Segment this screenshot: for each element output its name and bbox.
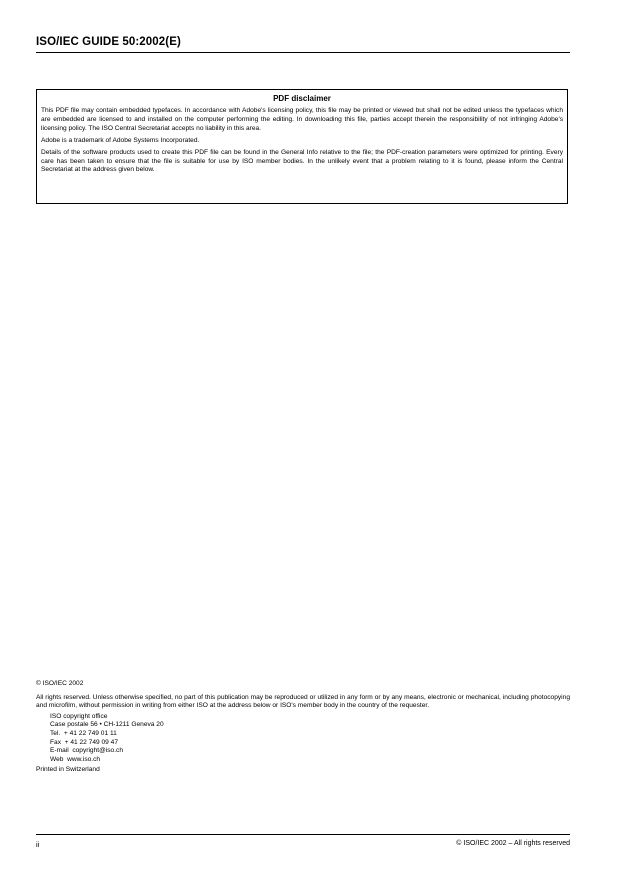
address-postal: Case postale 56 • CH-1211 Geneva 20 [50,721,164,729]
address-office: ISO copyright office [50,712,108,720]
footer-divider [36,834,570,835]
copyright-notice: © ISO/IEC 2002 [36,680,84,687]
disclaimer-paragraph-typefaces: This PDF file may contain embedded typefaces. In accordance with Adobe's licensing policy, this file may be printed or viewed but shall not be edited unless the typefaces which are embedded are licensed to and installed on the computer performing the editing. In downloading this file, parties accept therein the responsibility of not infringing Adobe's licensing policy. The ISO Central Secretariat accepts no liability in this area. [41,107,563,132]
printed-location: Printed in Switzerland [36,766,100,774]
footer-copyright: © ISO/IEC 2002 – All rights reserved [456,840,570,847]
copyright-office-address [36,713,570,765]
page-number: ii [36,840,40,849]
copyright-block [36,680,570,775]
document-header-title: ISO/IEC GUIDE 50:2002(E) [36,36,181,48]
pdf-disclaimer-box [36,89,568,204]
address-telephone: Tel. + 41 22 749 01 11 [50,729,117,737]
address-fax: Fax + 41 22 749 09 47 [50,738,119,746]
address-email: E-mail copyright@iso.ch [50,747,124,755]
address-web: Web www.iso.ch [50,755,101,763]
disclaimer-paragraph-trademark: Adobe is a trademark of Adobe Systems Incorporated. [41,136,200,144]
disclaimer-title: PDF disclaimer [273,94,331,103]
disclaimer-paragraph-software: Details of the software products used to create this PDF file can be found in the General Info relative to the file; the PDF-creation parameters were optimized for printing. Every care has been taken to ensure that the file is suitable for use by ISO member bodies. In the unlikely event that a problem relating to it is found, please inform the Central Secretariat at the address given below. [41,148,563,174]
rights-statement: All rights reserved. Unless otherwise specified, no part of this publication may be reproduced or utilized in any form or by any means, electronic or mechanical, including photocopying and microfilm, without permission in writing from either ISO at the address below or ISO's member body in the country of the requester. [36,693,570,710]
header-divider [36,52,570,53]
